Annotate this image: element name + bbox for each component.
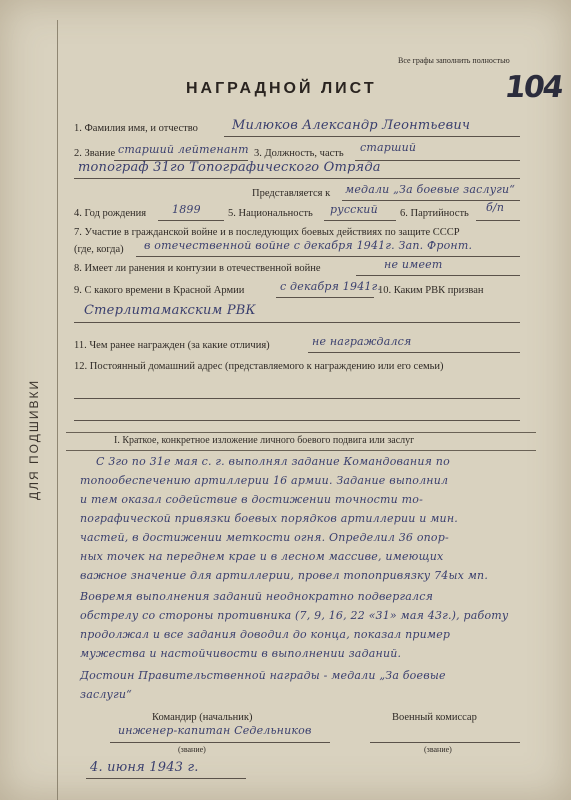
field-7-label-b: (где, когда)	[74, 244, 124, 255]
section-divider	[66, 432, 536, 433]
section-divider-b	[66, 450, 536, 451]
field-10-value: Стерлитамакским РВК	[84, 303, 256, 318]
field-8-value: не имеет	[384, 258, 443, 271]
narrative-line: Вовремя выполнения заданий неоднократно подвергался	[80, 590, 434, 603]
field-1-value: Милюков Александр Леонтьевич	[232, 118, 471, 133]
field-3-value-b: топограф 31го Топографического Отряда	[78, 160, 381, 175]
field-3-label: 3. Должность, часть	[254, 148, 344, 159]
narrative-line: частей, в достижении меткости огня. Определил 36 опор-	[80, 531, 449, 544]
field-2-value: старший лейтенант	[118, 143, 249, 156]
presented-value: медали „За боевые заслуги“	[345, 183, 516, 196]
field-6-label: 6. Партийность	[400, 208, 469, 219]
field-11-label: 11. Чем ранее награжден (за какие отличия)	[74, 340, 270, 351]
narrative-line: ных точек на переднем крае и в лесном массиве, имеющих	[80, 550, 444, 563]
field-10-line	[74, 322, 520, 323]
narrative-line: важное значение для артиллерии, провел топопривязку 74ых мп.	[80, 569, 489, 582]
narrative-line: и тем оказал содействие в достижении точности то-	[80, 493, 423, 506]
commander-signature-line	[110, 742, 330, 743]
field-1-line	[224, 136, 520, 137]
binding-label: ДЛЯ ПОДШИВКИ	[27, 378, 41, 500]
field-4-value: 1899	[172, 203, 201, 216]
field-9-value: с декабря 1941г.	[280, 280, 382, 293]
field-5-label: 5. Национальность	[228, 208, 313, 219]
date-value: 4. июня 1943 г.	[90, 760, 199, 775]
field-5-value: русский	[330, 203, 378, 216]
field-7-line	[136, 256, 520, 257]
field-2-label: 2. Звание	[74, 148, 116, 159]
field-3-line-b	[74, 178, 520, 179]
commissar-label: Военный комиссар	[392, 712, 477, 723]
field-3-value-a: старший	[360, 141, 417, 154]
narrative-line: С 3го по 31е мая с. г. выполнял задание Командования по	[96, 455, 450, 468]
commissar-rank-caption: (звание)	[424, 745, 452, 754]
field-4-line	[158, 220, 224, 221]
field-8-line	[356, 275, 520, 276]
commissar-signature-line	[370, 742, 520, 743]
field-4-label: 4. Год рождения	[74, 208, 147, 219]
narrative-line: пографической привязки боевых порядков артиллерии и мин.	[80, 512, 458, 525]
field-10-label: 10. Каким РВК призван	[378, 285, 484, 296]
sheet-number: 104	[502, 70, 565, 105]
field-6-line	[476, 220, 520, 221]
commander-label: Командир (начальник)	[152, 712, 253, 723]
field-12-line-a	[74, 398, 520, 399]
section-heading: I. Краткое, конкретное изложение личного боевого подвига или заслуг	[114, 435, 415, 446]
presented-label: Представляется к	[252, 188, 331, 199]
field-12-label: 12. Постоянный домашний адрес (представляемого к награждению или его семьи)	[74, 361, 444, 372]
narrative-line: топообеспечению артиллерии 16 армии. Задание выполнил	[80, 474, 449, 487]
page-title: НАГРАДНОЙ ЛИСТ	[186, 80, 377, 97]
field-7-label: 7. Участие в гражданской войне и в последующих боевых действиях по защите СССР	[74, 227, 460, 238]
commander-rank-caption: (звание)	[178, 745, 206, 754]
field-9-line	[276, 297, 374, 298]
commander-signature: инженер-капитан Седельников	[118, 724, 312, 737]
narrative-line: мужества и настойчивости в выполнении заданий.	[80, 647, 402, 660]
field-8-label: 8. Имеет ли ранения и контузии в отечественной войне	[74, 263, 321, 274]
narrative-line: заслуги“	[80, 688, 132, 701]
field-12-line-b	[74, 420, 520, 421]
date-line	[86, 778, 246, 779]
field-6-value: б/п	[486, 201, 505, 214]
field-11-line	[308, 352, 520, 353]
narrative-line: Достоин Правительственной награды - медали „За боевые	[80, 669, 446, 682]
field-9-label: 9. С какого времени в Красной Армии	[74, 285, 245, 296]
narrative-line: обстрелу со стороны противника (7, 9, 16, 22 «31» мая 43г.), работу	[80, 609, 509, 622]
field-5-line	[324, 220, 396, 221]
field-1-label: 1. Фамилия имя, и отчество	[74, 123, 198, 134]
field-7-value: в отечественной войне с декабря 1941г. Зап. Фронт.	[144, 239, 473, 252]
binding-margin-line	[57, 20, 58, 800]
fill-notice: Все графы заполнить полностью	[398, 56, 510, 65]
field-11-value: не награждался	[312, 335, 412, 348]
narrative-line: продолжал и все задания доводил до конца, показал пример	[80, 628, 451, 641]
